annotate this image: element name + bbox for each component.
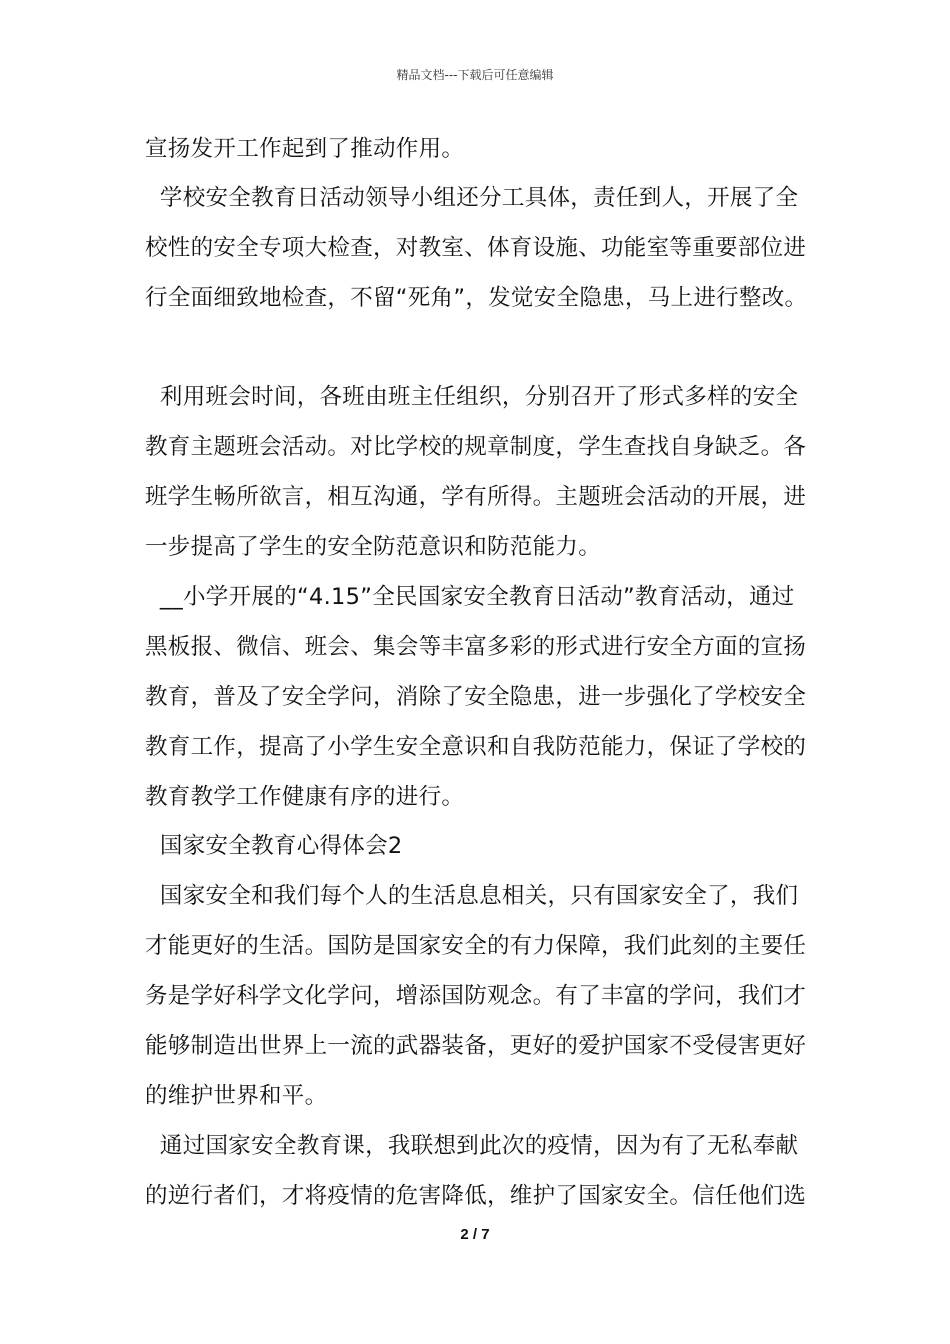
text-line: 教育教学工作健康有序的进行。 xyxy=(145,784,465,810)
section-heading: 国家安全教育心得体会2 xyxy=(145,833,403,859)
text-line: 班学生畅所欲言，相互沟通，学有所得。主题班会活动的开展，进 xyxy=(145,484,807,510)
text-line: 的逆行者们，才将疫情的危害降低，维护了国家安全。信任他们选 xyxy=(145,1183,807,1209)
text-line: 宣扬发开工作起到了推动作用。 xyxy=(145,136,465,162)
text-line: 教育工作，提高了小学生安全意识和自我防范能力，保证了学校的 xyxy=(145,734,807,760)
text-line: 黑板报、微信、班会、集会等丰富多彩的形式进行安全方面的宣扬 xyxy=(145,634,807,660)
text-line: 教育，普及了安全学问，消除了安全隐患，进一步强化了学校安全 xyxy=(145,684,807,710)
text-line: 能够制造出世界上一流的武器装备，更好的爱护国家不受侵害更好 xyxy=(145,1033,807,1059)
text-line: 教育主题班会活动。对比学校的规章制度，学生查找自身缺乏。各 xyxy=(145,434,807,460)
text-line: 一步提高了学生的安全防范意识和防范能力。 xyxy=(145,534,602,560)
text-line: 的维护世界和平。 xyxy=(145,1083,328,1109)
page-header: 精品文档---下载后可任意编辑 xyxy=(396,68,554,82)
text-line: 通过国家安全教育课，我联想到此次的疫情，因为有了无私奉献 xyxy=(145,1133,799,1159)
text-line: 国家安全和我们每个人的生活息息相关，只有国家安全了，我们 xyxy=(145,883,799,909)
text-line: 利用班会时间，各班由班主任组织，分别召开了形式多样的安全 xyxy=(145,384,799,410)
text-line: 务是学好科学文化学问，增添国防观念。有了丰富的学问，我们才 xyxy=(145,983,807,1009)
text-line: 才能更好的生活。国防是国家安全的有力保障，我们此刻的主要任 xyxy=(145,933,807,959)
text-line: __小学开展的“4.15”全民国家安全教育日活动”教育活动，通过 xyxy=(145,584,795,610)
text-line: 校性的安全专项大检查，对教室、体育设施、功能室等重要部位进 xyxy=(145,235,807,261)
page-number: 2 / 7 xyxy=(460,1226,490,1243)
text-line: 行全面细致地检查，不留“死角”，发觉安全隐患，马上进行整改。 xyxy=(145,285,808,311)
text-line: 学校安全教育日活动领导小组还分工具体，责任到人，开展了全 xyxy=(145,185,799,211)
